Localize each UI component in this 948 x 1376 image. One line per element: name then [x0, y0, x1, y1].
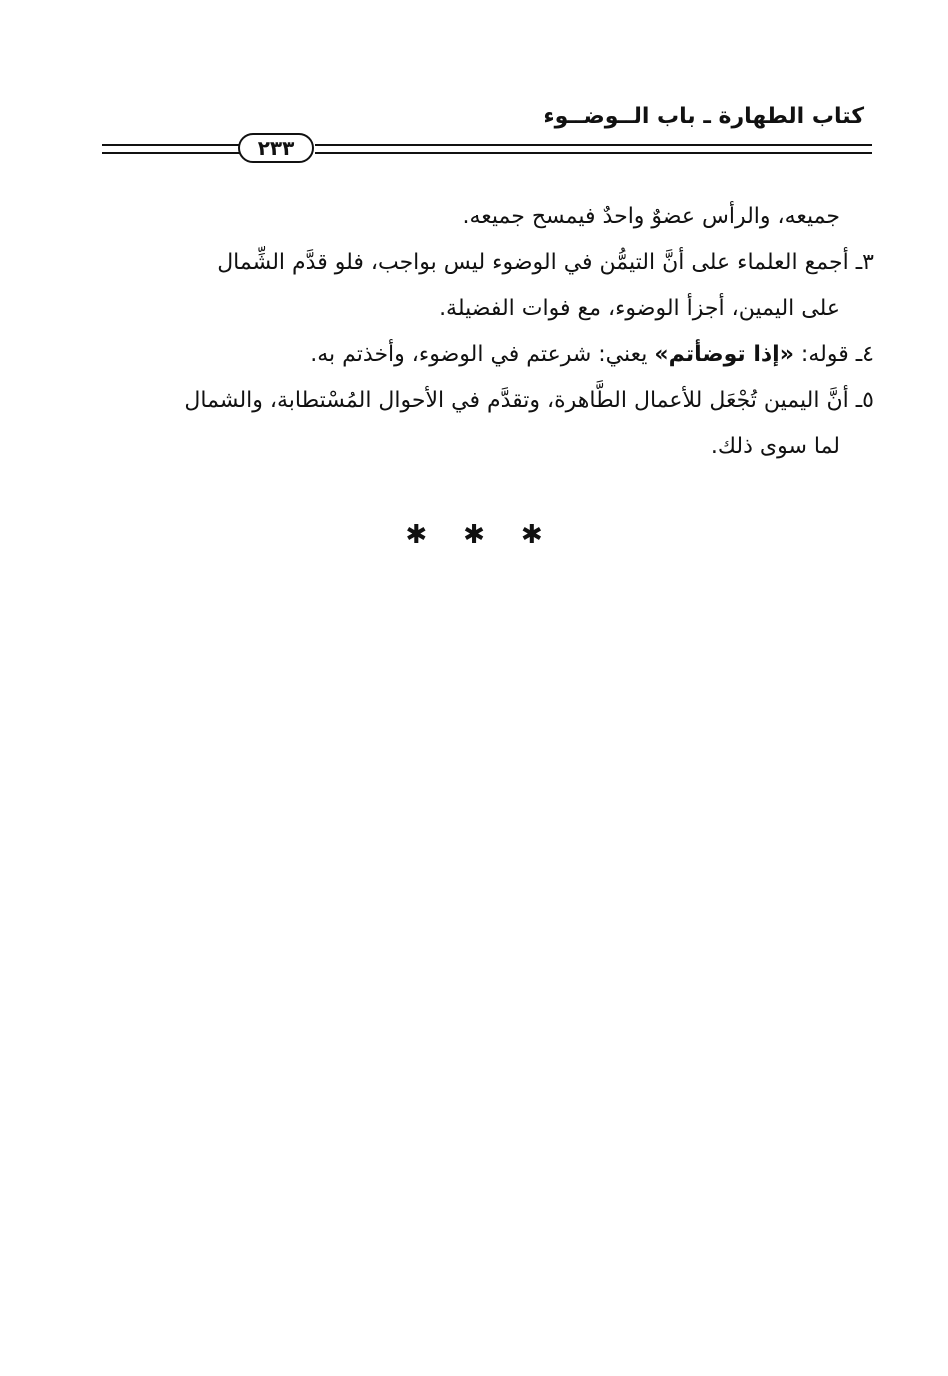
- body-line-2: ٣ـ أجمع العلماء على أنَّ التيمُّن في الوضوء ليس بواجب، فلو قدَّم الشِّمال: [217, 250, 874, 275]
- body-line-1: جميعه، والرأس عضوٌ واحدٌ فيمسح جميعه.: [462, 204, 840, 229]
- body-line-6: لما سوى ذلك.: [710, 434, 840, 459]
- body-line-5: ٥ـ أنَّ اليمين تُجْعَل للأعمال الطَّاهرة، وتقدَّم في الأحوال المُسْتطابة، والشمال: [184, 388, 874, 413]
- header-rule-left-top: [102, 144, 240, 146]
- section-separator-stars: ✱✱✱: [405, 520, 579, 550]
- running-head-title: كتاب الطهارة ـ باب الــوضــوء: [543, 104, 864, 129]
- header-rule-right-bottom: [315, 152, 872, 154]
- header-rule-right-top: [315, 144, 872, 146]
- page-number-badge: ٢٣٣: [238, 133, 314, 163]
- hadith-quote: «إذا توضأتم»: [654, 342, 794, 367]
- body-text: [98, 194, 874, 470]
- line4-suffix: يعني: شرعتم في الوضوء، وأخذتم به.: [310, 342, 655, 367]
- body-line-4: [98, 332, 874, 378]
- header-rule-left-bottom: [102, 152, 240, 154]
- body-line-3: على اليمين، أجزأ الوضوء، مع فوات الفضيلة.: [439, 296, 840, 321]
- line4-prefix: ٤ـ قوله:: [793, 342, 874, 367]
